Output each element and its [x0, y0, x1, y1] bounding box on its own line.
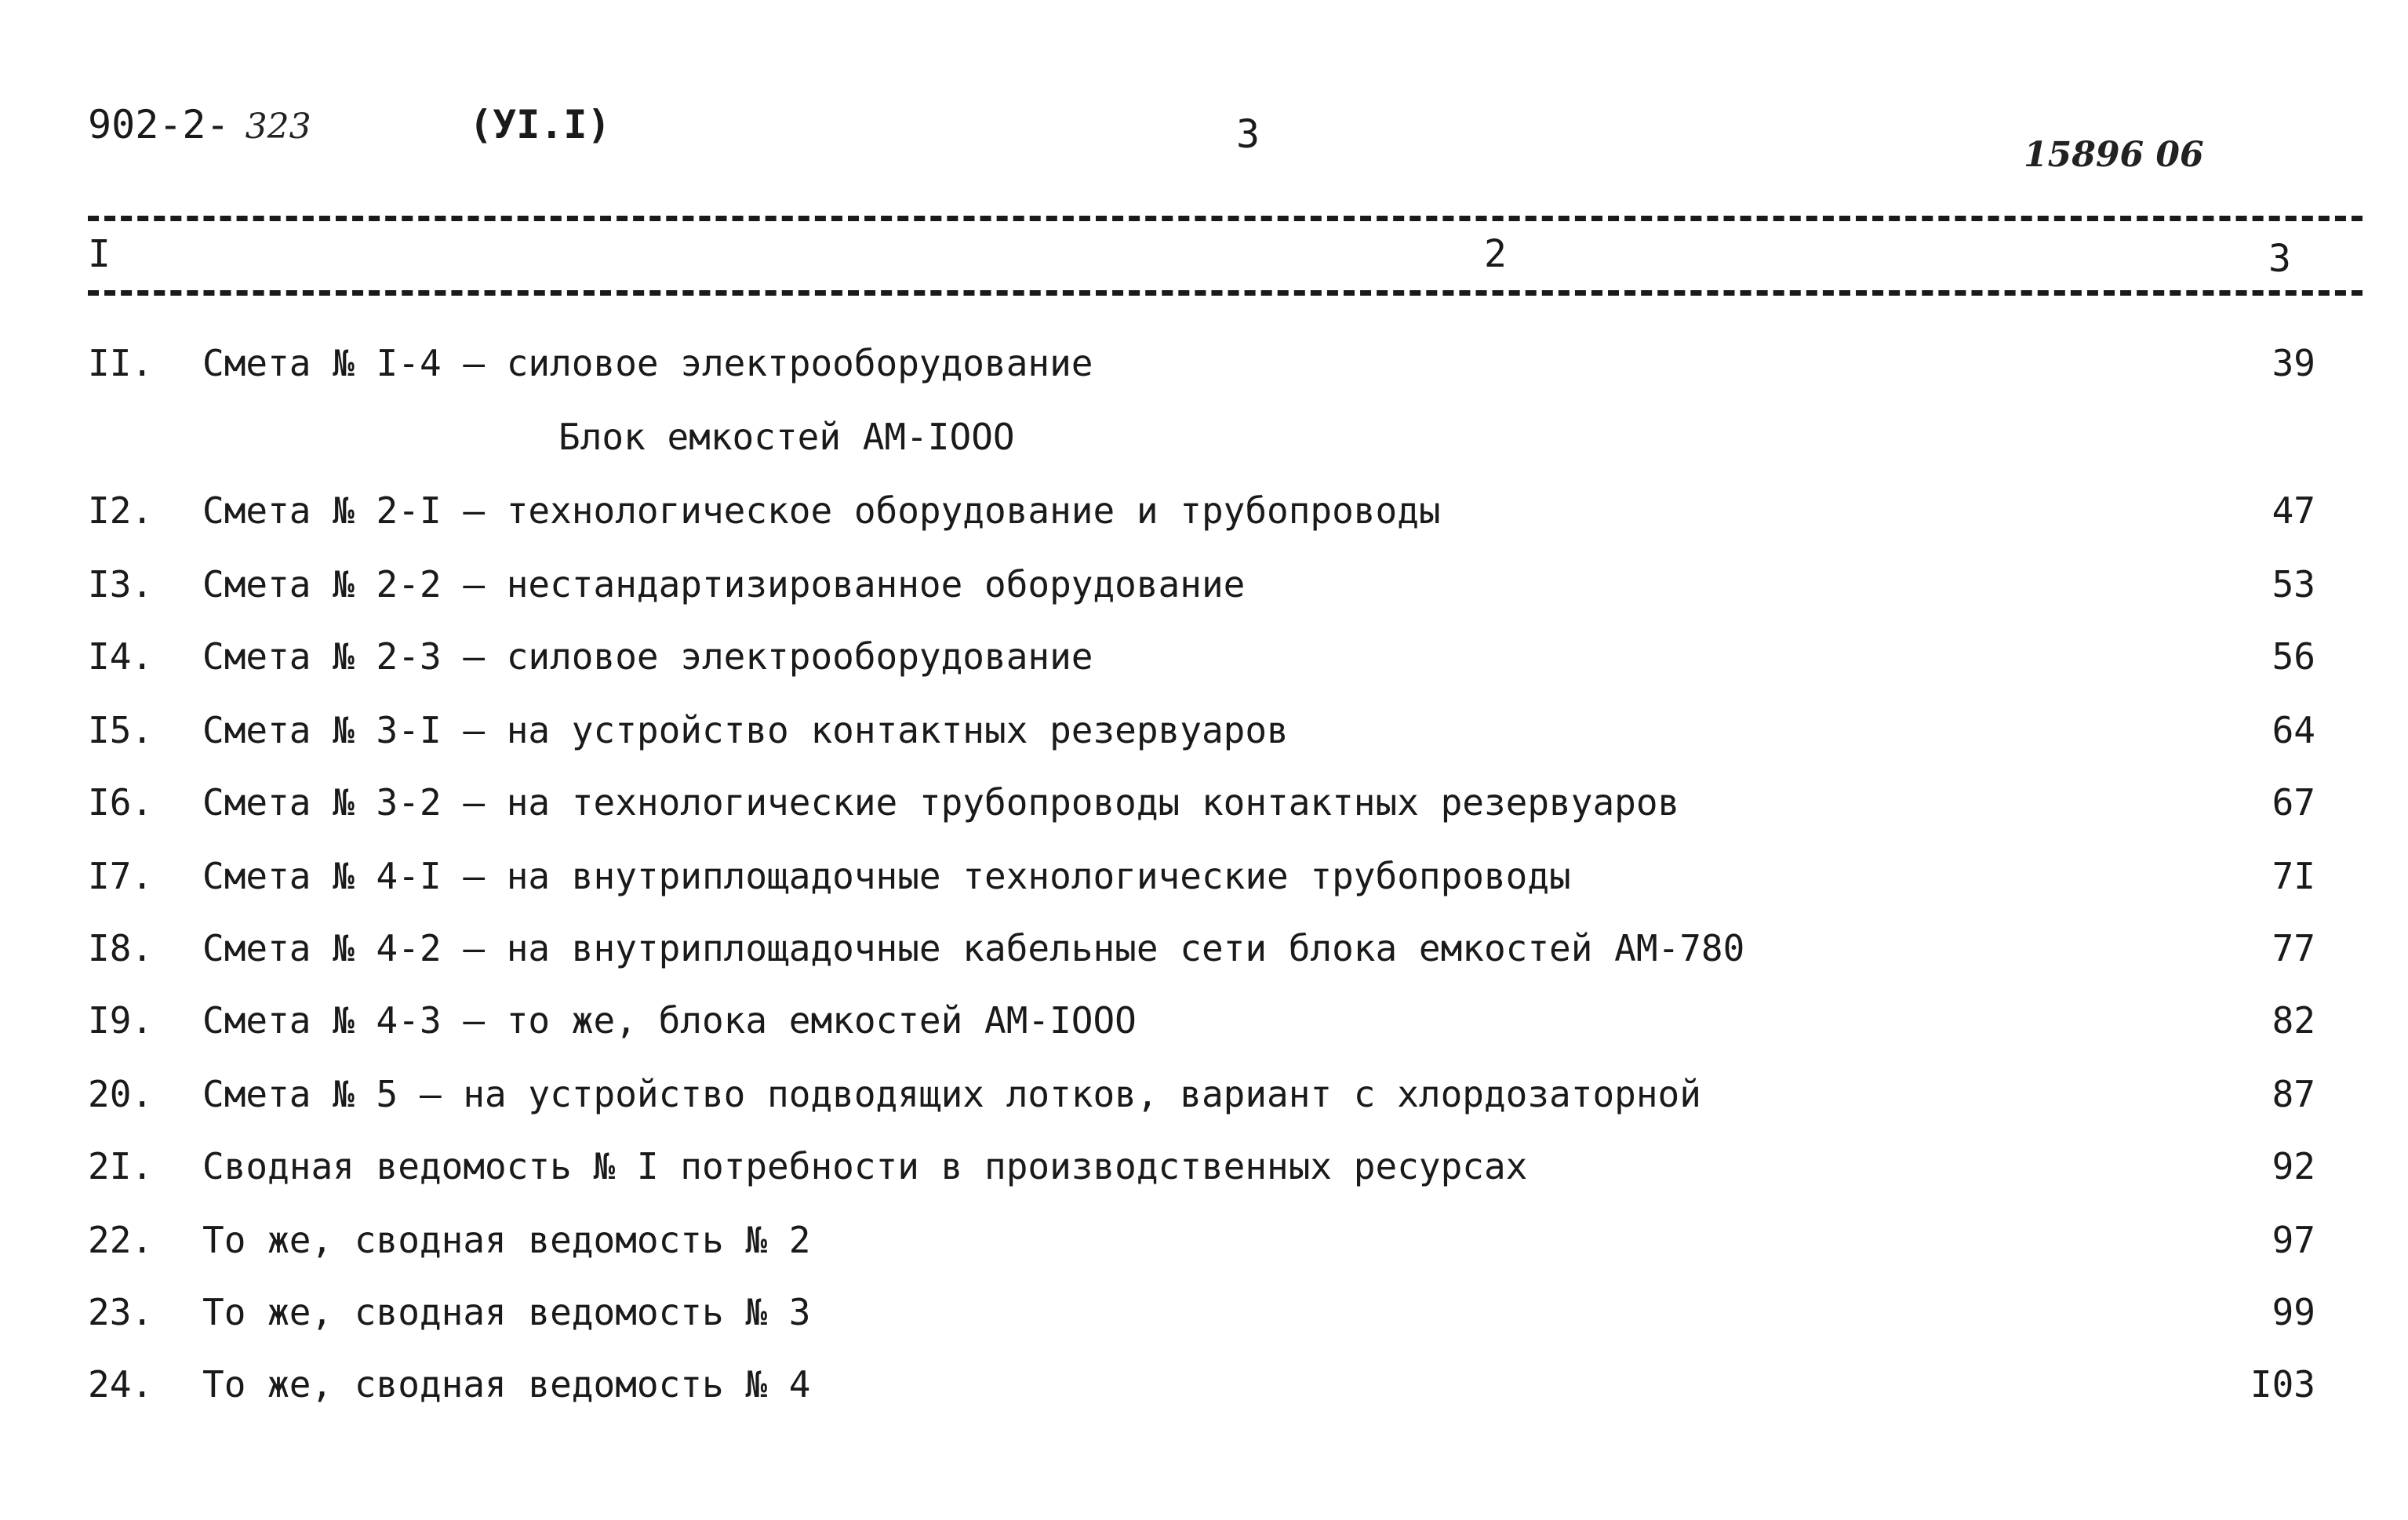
column-1-number: I — [88, 232, 111, 276]
item-page: 77 — [2272, 927, 2315, 969]
section-label: (УI.I) — [469, 102, 611, 147]
item-number: 20. — [88, 1073, 154, 1115]
item-text: Смета № 2-2 – нестандартизированное оборудование — [202, 563, 1246, 605]
item-page: 87 — [2272, 1073, 2315, 1115]
item-page: I03 — [2250, 1363, 2315, 1405]
document-code-handwritten: 323 — [245, 107, 311, 147]
item-text: Смета № 4-3 – то же, блока емкостей АМ-IООО — [202, 999, 1137, 1042]
item-number: II. — [88, 342, 154, 384]
item-number: I3. — [88, 563, 154, 605]
item-number: I4. — [88, 635, 154, 678]
item-text: Смета № 4-I – на внутриплощадочные технологические трубопроводы — [202, 855, 1571, 897]
item-number: I9. — [88, 999, 154, 1042]
item-page: 53 — [2272, 563, 2315, 605]
item-number: 23. — [88, 1291, 154, 1333]
item-page: 97 — [2272, 1219, 2315, 1261]
item-page: 92 — [2272, 1145, 2315, 1187]
item-page: 47 — [2272, 489, 2315, 532]
item-page: 67 — [2272, 781, 2315, 824]
column-2-number: 2 — [1484, 232, 1507, 276]
item-text: Смета № 2-I – технологическое оборудование и трубопроводы — [202, 489, 1441, 532]
item-text: Смета № I-4 – силовое электрооборудование — [202, 342, 1093, 384]
column-3-number: 3 — [2268, 237, 2291, 281]
item-text: Смета № 2-3 – силовое электрооборудование — [202, 635, 1093, 678]
page-number: 3 — [1236, 111, 1260, 157]
item-number: 22. — [88, 1219, 154, 1261]
item-number: 2I. — [88, 1145, 154, 1187]
item-number: 24. — [88, 1363, 154, 1405]
handwritten-stamp: 15896 06 — [2024, 135, 2204, 175]
document-code-prefix: 902-2- — [88, 102, 230, 147]
item-text: Смета № 3-2 – на технологические трубопроводы контактных резервуаров — [202, 781, 1680, 824]
item-number: I7. — [88, 855, 154, 897]
bottom-dashed-rule — [88, 290, 2363, 296]
document-code — [88, 102, 311, 147]
item-page: 99 — [2272, 1291, 2315, 1333]
item-number: I8. — [88, 927, 154, 969]
item-text: Блок емкостей АМ-IООО — [558, 416, 1015, 458]
item-text: Смета № 3-I – на устройство контактных резервуаров — [202, 709, 1289, 751]
top-dashed-rule — [88, 216, 2363, 221]
item-text: То же, сводная ведомость № 2 — [202, 1219, 811, 1261]
item-page: 56 — [2272, 635, 2315, 678]
item-number: I2. — [88, 489, 154, 532]
item-number: I6. — [88, 781, 154, 824]
item-text: Сводная ведомость № I потребности в производственных ресурсах — [202, 1145, 1528, 1187]
item-number: I5. — [88, 709, 154, 751]
item-text: Смета № 4-2 – на внутриплощадочные кабельные сети блока емкостей АМ-780 — [202, 927, 1745, 969]
item-page: 7I — [2272, 855, 2315, 897]
item-text: То же, сводная ведомость № 3 — [202, 1291, 811, 1333]
item-page: 64 — [2272, 709, 2315, 751]
item-text: То же, сводная ведомость № 4 — [202, 1363, 811, 1405]
item-text: Смета № 5 – на устройство подводящих лотков, вариант с хлордозаторной — [202, 1073, 1701, 1115]
item-page: 39 — [2272, 342, 2315, 384]
item-page: 82 — [2272, 999, 2315, 1042]
